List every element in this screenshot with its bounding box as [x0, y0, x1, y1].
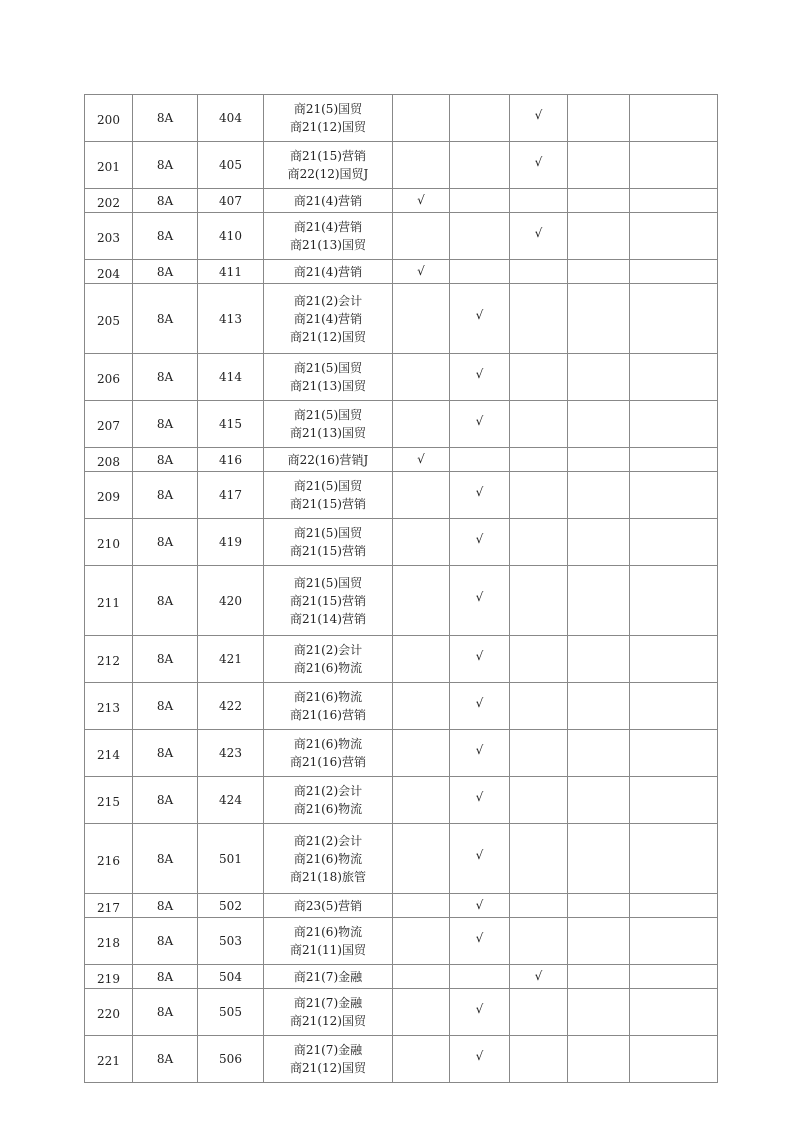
row-number: 203	[85, 213, 133, 260]
row-number: 220	[85, 989, 133, 1036]
building-cell: 8A	[133, 730, 198, 777]
class-name: 商21(4)营销	[293, 193, 363, 208]
mark-cell	[510, 730, 568, 777]
room-cell: 506	[198, 1036, 264, 1083]
building-cell: 8A	[133, 777, 198, 824]
room-cell: 421	[198, 636, 264, 683]
mark-cell	[450, 213, 510, 260]
mark-cell	[630, 213, 718, 260]
table-row	[85, 777, 718, 824]
mark-cell: √	[450, 918, 510, 965]
mark-cell	[510, 566, 568, 636]
room-cell: 416	[198, 448, 264, 472]
row-number: 211	[85, 566, 133, 636]
class-name: 商21(11)国贸	[290, 943, 366, 957]
classes-cell	[264, 213, 393, 260]
mark-cell	[450, 260, 510, 284]
classes-cell	[264, 824, 393, 894]
table-row	[85, 401, 718, 448]
class-name: 商21(7)金融	[293, 1043, 363, 1057]
mark-cell	[510, 519, 568, 566]
class-name: 商21(5)国贸	[293, 102, 363, 116]
class-name: 商21(12)国贸	[290, 1014, 366, 1028]
table-row	[85, 354, 718, 401]
class-name: 商21(16)营销	[290, 755, 366, 769]
mark-cell: √	[450, 566, 510, 636]
mark-cell	[630, 824, 718, 894]
mark-cell	[393, 965, 450, 989]
class-name: 商21(6)物流	[293, 802, 363, 816]
mark-cell	[630, 894, 718, 918]
row-number: 204	[85, 260, 133, 284]
mark-cell	[510, 448, 568, 472]
table-row	[85, 213, 718, 260]
mark-cell: √	[450, 824, 510, 894]
classroom-table	[84, 94, 718, 1083]
row-number: 202	[85, 189, 133, 213]
room-cell: 422	[198, 683, 264, 730]
mark-cell	[450, 965, 510, 989]
mark-cell	[393, 284, 450, 354]
classes-cell	[264, 260, 393, 284]
building-cell: 8A	[133, 918, 198, 965]
row-number: 207	[85, 401, 133, 448]
class-name: 商21(12)国贸	[290, 329, 366, 344]
room-cell: 413	[198, 284, 264, 354]
mark-cell	[568, 989, 630, 1036]
class-name: 商21(15)营销	[290, 593, 366, 608]
mark-cell: √	[450, 777, 510, 824]
mark-cell	[568, 354, 630, 401]
table-row	[85, 189, 718, 213]
table-row	[85, 566, 718, 636]
mark-cell	[393, 730, 450, 777]
class-name: 商21(5)国贸	[293, 408, 363, 422]
class-name: 商21(6)物流	[293, 690, 363, 704]
mark-cell	[568, 566, 630, 636]
mark-cell	[568, 683, 630, 730]
mark-cell	[630, 918, 718, 965]
mark-cell	[568, 730, 630, 777]
class-name: 商21(18)旅管	[290, 869, 366, 884]
mark-cell: √	[510, 965, 568, 989]
building-cell: 8A	[133, 95, 198, 142]
mark-cell	[630, 989, 718, 1036]
mark-cell	[630, 260, 718, 284]
mark-cell	[393, 472, 450, 519]
room-cell: 503	[198, 918, 264, 965]
class-name: 商21(5)国贸	[293, 361, 363, 375]
mark-cell	[510, 777, 568, 824]
building-cell: 8A	[133, 519, 198, 566]
table-row	[85, 519, 718, 566]
class-name: 商21(15)营销	[290, 149, 366, 163]
mark-cell	[568, 472, 630, 519]
mark-cell	[393, 519, 450, 566]
table-row	[85, 448, 718, 472]
row-number: 212	[85, 636, 133, 683]
mark-cell	[450, 448, 510, 472]
building-cell: 8A	[133, 683, 198, 730]
mark-cell	[393, 95, 450, 142]
mark-cell	[510, 354, 568, 401]
class-name: 商21(6)物流	[293, 661, 363, 675]
mark-cell	[630, 95, 718, 142]
table-row	[85, 260, 718, 284]
mark-cell: √	[450, 472, 510, 519]
class-name: 商22(12)国贸J	[287, 167, 369, 181]
room-cell: 404	[198, 95, 264, 142]
table-row	[85, 989, 718, 1036]
mark-cell	[568, 95, 630, 142]
class-name: 商21(6)物流	[293, 737, 363, 751]
building-cell: 8A	[133, 472, 198, 519]
mark-cell	[630, 284, 718, 354]
class-name: 商21(14)营销	[290, 611, 366, 626]
mark-cell	[510, 472, 568, 519]
row-number: 218	[85, 918, 133, 965]
mark-cell	[510, 636, 568, 683]
mark-cell	[393, 566, 450, 636]
mark-cell	[568, 213, 630, 260]
mark-cell	[568, 965, 630, 989]
classes-cell	[264, 519, 393, 566]
classes-cell	[264, 566, 393, 636]
mark-cell	[568, 519, 630, 566]
class-name: 商22(16)营销J	[287, 452, 369, 467]
mark-cell: √	[450, 519, 510, 566]
building-cell: 8A	[133, 989, 198, 1036]
mark-cell	[393, 683, 450, 730]
class-name: 商21(6)物流	[293, 851, 363, 866]
mark-cell	[510, 260, 568, 284]
mark-cell	[568, 260, 630, 284]
table-row	[85, 472, 718, 519]
building-cell: 8A	[133, 965, 198, 989]
table-row	[85, 636, 718, 683]
building-cell: 8A	[133, 189, 198, 213]
mark-cell	[630, 566, 718, 636]
mark-cell	[630, 448, 718, 472]
classes-cell	[264, 472, 393, 519]
mark-cell	[568, 284, 630, 354]
table-row	[85, 1036, 718, 1083]
mark-cell: √	[450, 354, 510, 401]
mark-cell	[510, 824, 568, 894]
row-number: 205	[85, 284, 133, 354]
building-cell: 8A	[133, 824, 198, 894]
table-row	[85, 95, 718, 142]
mark-cell	[630, 519, 718, 566]
building-cell: 8A	[133, 448, 198, 472]
table-row	[85, 730, 718, 777]
mark-cell: √	[393, 448, 450, 472]
class-name: 商21(4)营销	[293, 264, 363, 279]
mark-cell: √	[510, 95, 568, 142]
class-name: 商23(5)营销	[293, 898, 363, 913]
mark-cell	[568, 824, 630, 894]
row-number: 219	[85, 965, 133, 989]
row-number: 209	[85, 472, 133, 519]
row-number: 221	[85, 1036, 133, 1083]
class-name: 商21(13)国贸	[290, 238, 366, 252]
building-cell: 8A	[133, 1036, 198, 1083]
row-number: 201	[85, 142, 133, 189]
mark-cell	[630, 777, 718, 824]
row-number: 210	[85, 519, 133, 566]
classes-cell	[264, 354, 393, 401]
room-cell: 505	[198, 989, 264, 1036]
class-name: 商21(2)会计	[293, 833, 363, 848]
room-cell: 424	[198, 777, 264, 824]
mark-cell: √	[450, 894, 510, 918]
mark-cell	[450, 95, 510, 142]
room-cell: 410	[198, 213, 264, 260]
class-name: 商21(5)国贸	[293, 479, 363, 493]
mark-cell: √	[450, 1036, 510, 1083]
mark-cell	[393, 777, 450, 824]
mark-cell	[568, 894, 630, 918]
class-name: 商21(15)营销	[290, 544, 366, 558]
mark-cell: √	[510, 142, 568, 189]
class-name: 商21(7)金融	[293, 996, 363, 1010]
mark-cell	[568, 142, 630, 189]
mark-cell	[510, 918, 568, 965]
classes-cell	[264, 142, 393, 189]
classes-cell	[264, 777, 393, 824]
mark-cell	[630, 730, 718, 777]
room-cell: 419	[198, 519, 264, 566]
room-cell: 502	[198, 894, 264, 918]
table-row	[85, 824, 718, 894]
mark-cell	[568, 189, 630, 213]
mark-cell	[630, 189, 718, 213]
mark-cell	[393, 824, 450, 894]
classes-cell	[264, 894, 393, 918]
row-number: 200	[85, 95, 133, 142]
room-cell: 405	[198, 142, 264, 189]
mark-cell: √	[510, 213, 568, 260]
mark-cell: √	[393, 189, 450, 213]
classes-cell	[264, 730, 393, 777]
mark-cell	[568, 448, 630, 472]
class-name: 商21(4)营销	[293, 311, 363, 326]
class-name: 商21(13)国贸	[290, 426, 366, 440]
mark-cell	[510, 284, 568, 354]
row-number: 214	[85, 730, 133, 777]
mark-cell: √	[450, 636, 510, 683]
mark-cell	[393, 1036, 450, 1083]
building-cell: 8A	[133, 401, 198, 448]
mark-cell	[393, 142, 450, 189]
building-cell: 8A	[133, 566, 198, 636]
mark-cell: √	[450, 401, 510, 448]
mark-cell	[568, 918, 630, 965]
classes-cell	[264, 189, 393, 213]
row-number: 206	[85, 354, 133, 401]
classes-cell	[264, 1036, 393, 1083]
mark-cell	[450, 142, 510, 189]
mark-cell	[510, 189, 568, 213]
row-number: 217	[85, 894, 133, 918]
mark-cell	[510, 1036, 568, 1083]
mark-cell	[630, 472, 718, 519]
table-row	[85, 142, 718, 189]
room-cell: 504	[198, 965, 264, 989]
row-number: 215	[85, 777, 133, 824]
mark-cell	[630, 683, 718, 730]
building-cell: 8A	[133, 260, 198, 284]
class-name: 商21(2)会计	[293, 643, 363, 657]
classes-cell	[264, 918, 393, 965]
mark-cell	[393, 894, 450, 918]
table-row	[85, 683, 718, 730]
mark-cell	[510, 989, 568, 1036]
mark-cell	[630, 965, 718, 989]
room-cell: 414	[198, 354, 264, 401]
mark-cell	[393, 918, 450, 965]
classes-cell	[264, 965, 393, 989]
row-number: 216	[85, 824, 133, 894]
class-name: 商21(4)营销	[293, 220, 363, 234]
class-name: 商21(12)国贸	[290, 120, 366, 134]
building-cell: 8A	[133, 354, 198, 401]
mark-cell: √	[450, 284, 510, 354]
mark-cell	[393, 213, 450, 260]
mark-cell	[568, 401, 630, 448]
mark-cell	[568, 636, 630, 683]
mark-cell	[393, 401, 450, 448]
class-name: 商21(5)国贸	[293, 575, 363, 590]
mark-cell	[393, 636, 450, 683]
table-row	[85, 284, 718, 354]
class-name: 商21(2)会计	[293, 293, 363, 308]
class-name: 商21(6)物流	[293, 925, 363, 939]
row-number: 213	[85, 683, 133, 730]
mark-cell	[568, 777, 630, 824]
room-cell: 423	[198, 730, 264, 777]
mark-cell	[393, 989, 450, 1036]
room-cell: 411	[198, 260, 264, 284]
class-name: 商21(16)营销	[290, 708, 366, 722]
mark-cell	[630, 1036, 718, 1083]
class-name: 商21(2)会计	[293, 784, 363, 798]
classes-cell	[264, 448, 393, 472]
mark-cell	[630, 401, 718, 448]
mark-cell: √	[450, 989, 510, 1036]
mark-cell	[630, 354, 718, 401]
building-cell: 8A	[133, 284, 198, 354]
mark-cell	[510, 401, 568, 448]
classes-cell	[264, 636, 393, 683]
mark-cell: √	[450, 683, 510, 730]
room-cell: 415	[198, 401, 264, 448]
building-cell: 8A	[133, 213, 198, 260]
building-cell: 8A	[133, 636, 198, 683]
mark-cell	[450, 189, 510, 213]
row-number: 208	[85, 448, 133, 472]
table-row	[85, 894, 718, 918]
building-cell: 8A	[133, 894, 198, 918]
room-cell: 501	[198, 824, 264, 894]
class-name: 商21(7)金融	[293, 969, 363, 984]
classes-cell	[264, 989, 393, 1036]
classes-cell	[264, 284, 393, 354]
mark-cell	[630, 636, 718, 683]
building-cell: 8A	[133, 142, 198, 189]
mark-cell	[630, 142, 718, 189]
mark-cell	[510, 683, 568, 730]
mark-cell	[568, 1036, 630, 1083]
classes-cell	[264, 95, 393, 142]
mark-cell: √	[450, 730, 510, 777]
mark-cell	[510, 894, 568, 918]
mark-cell	[393, 354, 450, 401]
class-name: 商21(12)国贸	[290, 1061, 366, 1075]
class-name: 商21(13)国贸	[290, 379, 366, 393]
table-row	[85, 918, 718, 965]
room-cell: 407	[198, 189, 264, 213]
mark-cell: √	[393, 260, 450, 284]
room-cell: 420	[198, 566, 264, 636]
class-name: 商21(5)国贸	[293, 526, 363, 540]
table-body	[85, 95, 718, 1083]
table-row	[85, 965, 718, 989]
classes-cell	[264, 401, 393, 448]
classes-cell	[264, 683, 393, 730]
class-name: 商21(15)营销	[290, 497, 366, 511]
room-cell: 417	[198, 472, 264, 519]
